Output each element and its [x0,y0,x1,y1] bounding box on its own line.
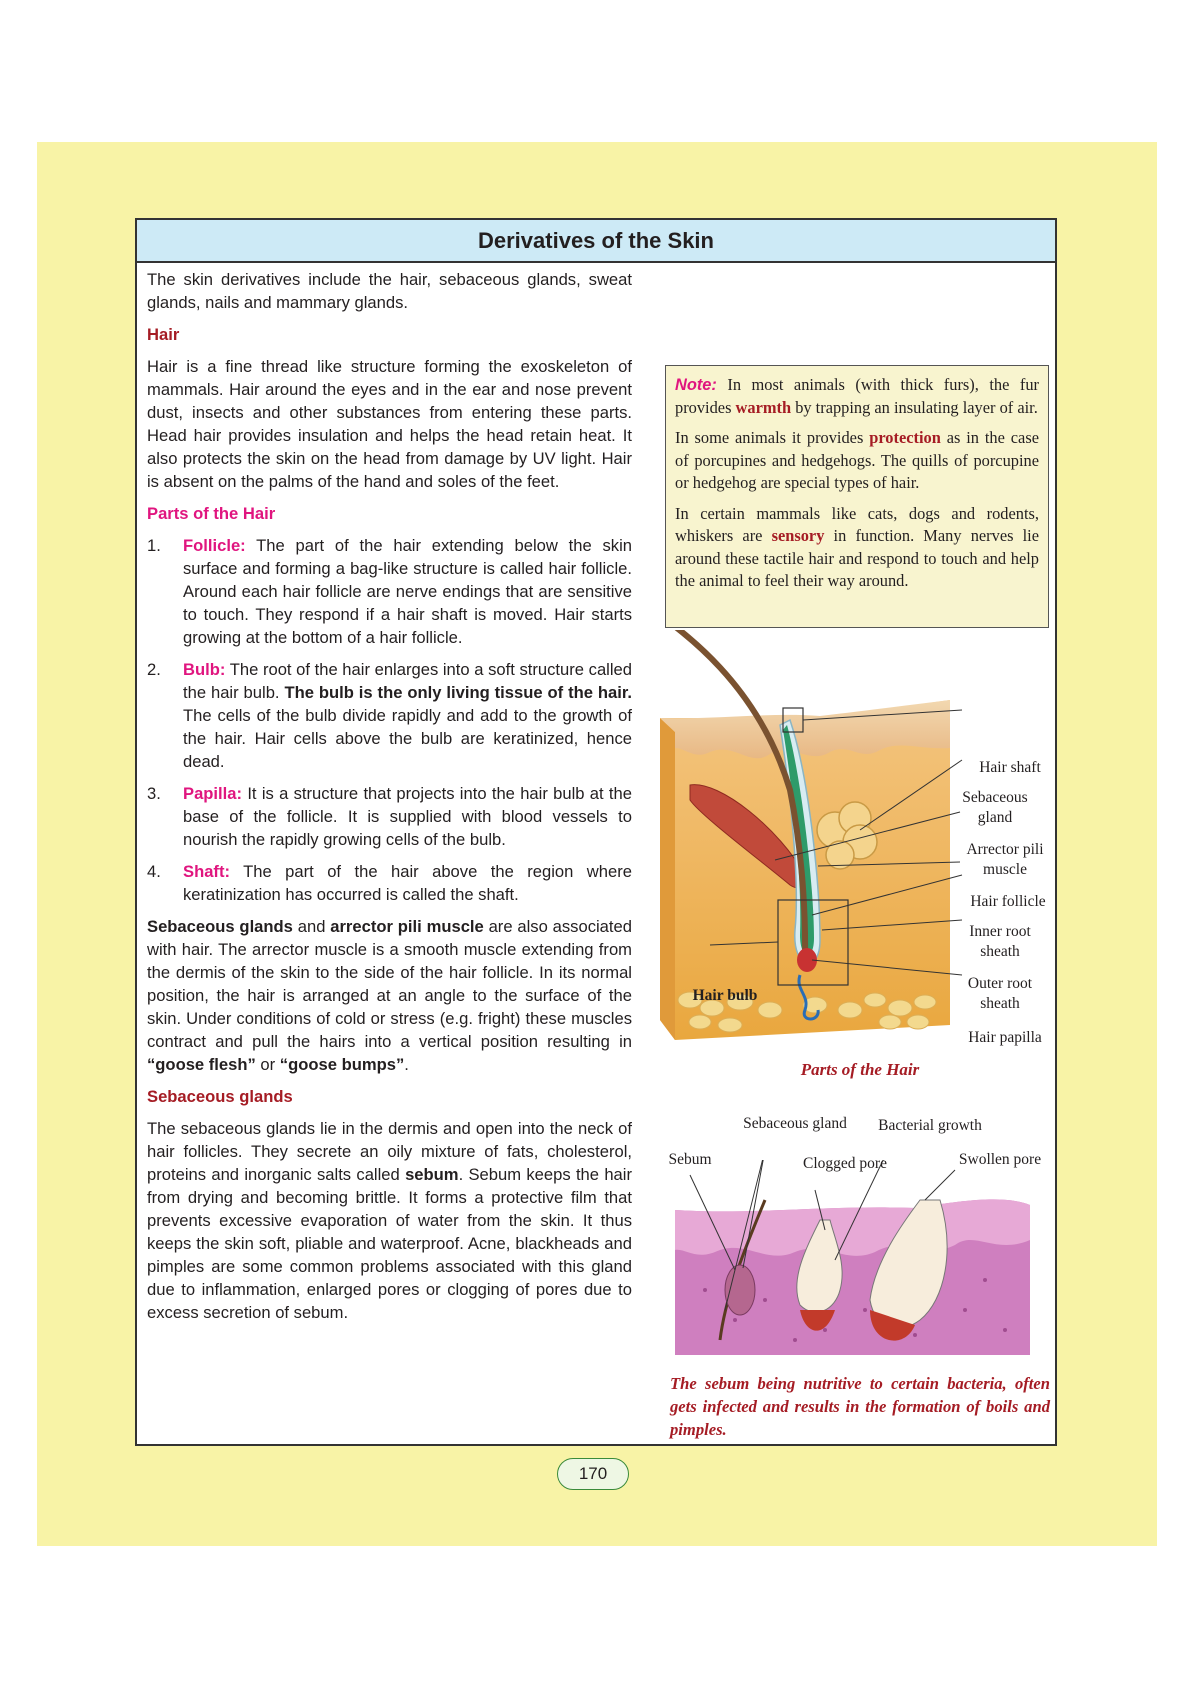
list-item [147,534,632,649]
bold-text: “goose flesh” [147,1055,256,1074]
label-sebum: Sebum [668,1151,712,1168]
item-text: The part of the hair extending below the skin surface and forming a bag-like structure is called hair follicle. Around each hair follicle are nerve endings that are sensitive to touch. They respond if a hair shaft is moved. Hair starts growing at the bottom of a hair follicle. [183,536,632,647]
label-hair-bulb: Hair bulb [692,987,758,1004]
page-number: 170 [557,1458,629,1490]
text: and [292,917,331,936]
bold-text: arrector pili muscle [330,917,484,936]
text: . Sebum keeps the hair from drying and becoming brittle. It forms a protective film that prevents excessive evaporation of water from the skin. It thus keeps the skin soft, pliable and waterproof. Acne, blackheads and pimples are some common problems associated with this gland due to inflammation, enlarged pores or clogging of pores due to excess secretion of sebum. [147,1165,632,1322]
text: as in the case of porcupines and hedgehogs. The quills of porcupine or hedgehog are special types of hair. [675,428,1039,492]
item-number: 2. [147,660,161,679]
item-text: The root of the hair enlarges into a soft structure called the hair bulb. [183,660,632,702]
note-box [665,365,1049,628]
term-shaft: Shaft: [183,862,231,881]
note-label: Note: [675,376,717,394]
item-text: It is a structure that projects into the hair bulb at the base of the follicle. It is supplied with blood vessels to nourish the rapidly growing cells of the bulb. [183,784,632,849]
text: In some animals it provides [675,428,870,447]
sebaceous-heading: Sebaceous glands [147,1087,293,1106]
skin-side [660,718,675,1040]
list-item [147,860,632,906]
arrector-paragraph [147,915,632,1076]
text: In certain mammals like cats, dogs and rodents, whiskers are [675,503,1039,545]
label-hair-shaft: Hair shaft [979,759,1041,776]
keyword: protection [869,428,941,447]
label-outer-root: Outer root sheath [967,975,1033,1012]
acne-diagram-caption: The sebum being nutritive to certain bacteria, often gets infected and results in the formation of boils and pimples. [670,1374,1050,1439]
note-paragraph [675,374,1039,419]
bold-text: “goose bumps” [279,1055,405,1074]
left-column [147,268,632,1333]
label-arrector-pili: Arrector pili muscle [966,841,1044,878]
term-bulb: Bulb: [183,660,226,679]
label-inner-root: Inner root sheath [969,923,1031,960]
text: The sebaceous glands lie in the dermis and open into the neck of hair follicles. They secrete an oily mixture of fats, cholesterol, proteins and inorganic salts called [147,1119,632,1184]
hair-heading: Hair [147,325,180,344]
parts-heading: Parts of the Hair [147,504,276,523]
label-swollen-pore: Swollen pore [958,1151,1042,1168]
text: In most animals (with thick furs), the fur provides [675,375,1039,417]
keyword: warmth [735,397,792,417]
section-title: Derivatives of the Skin [137,220,1055,263]
note-paragraph [675,427,1039,495]
bold-text: Sebaceous glands [147,917,293,936]
label-sebaceous-gland: Sebaceous gland [962,789,1028,826]
term-follicle: Follicle: [183,536,246,555]
list-item [147,782,632,851]
text: are also associated with hair. The arrector muscle is a smooth muscle extending from the dermis of the skin to the side of the hair follicle. In its normal position, the hair is arranged at an angle to the surface of the skin. Under conditions of cold or stress (e.g. fright) these muscles contract and pull the hairs into a vertical position resulting in [147,917,632,1051]
label-bacterial-growth: Bacterial growth [878,1117,982,1134]
hair-paragraph: Hair is a fine thread like structure forming the exoskeleton of mammals. Hair around the eyes and in the ear and nose prevent dust, insects and other substances from entering these parts. Head hair provides insulation and helps the head retain heat. It also protects the skin on the head from damage by UV light. Hair is absent on the palms of the hand and soles of the feet. [147,357,632,491]
label-hair-follicle: Hair follicle [970,893,1046,910]
item-bold-text: The bulb is the only living tissue of the hair. [284,683,632,702]
item-number: 1. [147,536,161,555]
parts-list [147,534,632,906]
sebaceous-paragraph [147,1117,632,1324]
bold-text: sebum [405,1165,459,1184]
text: . [404,1055,409,1074]
acne-diagram [665,1160,1045,1360]
intro-paragraph: The skin derivatives include the hair, sebaceous glands, sweat glands, nails and mammary glands. [147,270,632,312]
label-clogged-pore: Clogged pore [803,1155,887,1172]
label-hair-papilla: Hair papilla [968,1029,1042,1046]
item-text: The part of the hair above the region where keratinization has occurred is called the shaft. [183,862,632,904]
term-papilla: Papilla: [183,784,243,803]
text: by trapping an insulating layer of air. [791,397,1038,417]
item-number: 3. [147,784,161,803]
text: in function. Many nerves lie around these tactile hair and respond to touch and help the animal to feel their way around. [675,526,1039,590]
hair-diagram-caption: Parts of the Hair [800,1060,920,1079]
list-item [147,658,632,773]
text: or [255,1055,280,1074]
note-paragraph [675,503,1039,593]
keyword: sensory [771,526,825,545]
item-number: 4. [147,862,161,881]
label-acne-sebaceous-gland: Sebaceous gland [743,1115,847,1132]
item-text: The cells of the bulb divide rapidly and add to the growth of the hair. Hair cells above the bulb are keratinized, hence dead. [183,706,632,771]
